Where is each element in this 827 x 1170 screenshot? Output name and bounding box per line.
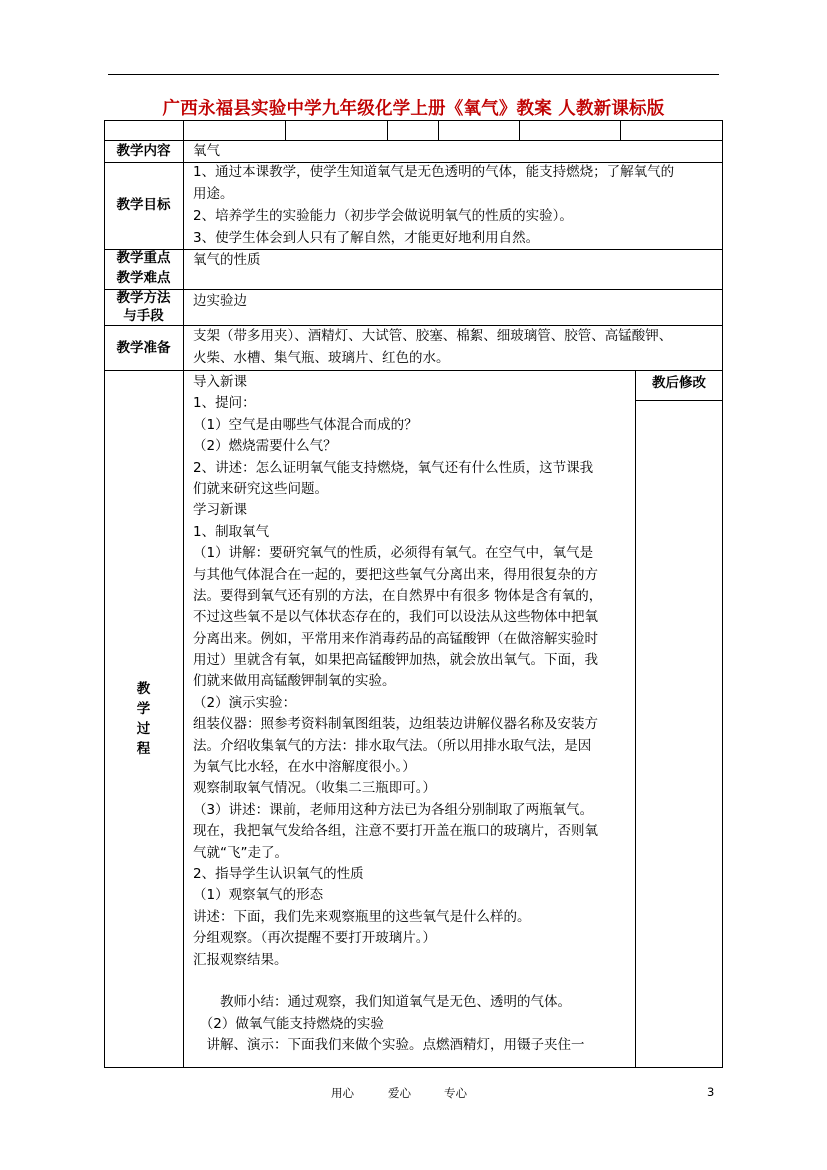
label-method: 教学方法 <box>116 290 171 306</box>
label-revision: 教后修改 <box>652 375 706 391</box>
keypoints-value: 氧气的性质 <box>193 252 261 268</box>
process-line: 分离出来。例如，平常用来作消毒药品的高锰酸钾（在做溶解实验时 <box>193 630 598 647</box>
process-line: （1）空气是由哪些气体混合而成的？ <box>193 416 418 433</box>
process-line: 与其他气体混合在一起的，要把这些氧气分离出来，得用很复杂的方 <box>193 566 598 583</box>
process-body <box>193 372 631 1057</box>
process-line: 气就“飞”走了。 <box>193 844 288 861</box>
process-line: 用过）里就含有氧，如果把高锰酸钾加热，就会放出氧气。下面，我 <box>193 652 598 669</box>
process-line: （2）做氧气能支持燃烧的实验 <box>193 1015 384 1032</box>
label-process-3: 过 <box>136 721 151 737</box>
process-line: 不过这些氧不是以气体状态存在的，我们可以设法从这些物体中把氧 <box>193 609 598 626</box>
process-line: 们就来研究这些问题。 <box>193 480 328 497</box>
process-line: 导入新课 <box>193 374 247 390</box>
process-line <box>193 971 631 992</box>
label-difficulties: 教学难点 <box>116 270 171 286</box>
process-line: 1、提问： <box>193 395 256 412</box>
process-line: 讲解、演示：下面我们来做个实验。点燃酒精灯，用镊子夹住一 <box>193 1037 585 1054</box>
process-line: （2）演示实验： <box>193 694 297 711</box>
goals-line: 3、使学生体会到人只有了解自然，才能更好地利用自然。 <box>193 230 540 246</box>
header-rule <box>108 74 719 75</box>
method-value: 边实验边 <box>193 293 247 309</box>
process-line: 为氧气比水轻，在水中溶解度很小。） <box>193 759 416 776</box>
goals-line: 2、培养学生的实验能力（初步学会做说明氧气的性质的实验）。 <box>193 208 573 224</box>
process-line: 2、指导学生认识氧气的性质 <box>193 865 364 882</box>
footer-item: 用心 <box>331 1086 354 1100</box>
process-line: 汇报观察结果。 <box>193 951 288 968</box>
process-line: 2、讲述：怎么证明氧气能支持燃烧，氧气还有什么性质，这节课我 <box>193 459 594 476</box>
label-keypoints: 教学重点 <box>116 250 171 266</box>
content-value: 氧气 <box>193 143 220 159</box>
process-line: 观察制取氧气情况。（收集二三瓶即可。） <box>193 780 436 797</box>
process-line: 法。要得到氧气还有别的方法，在自然界中有很多 物体是含有氧的， <box>193 587 603 604</box>
process-line: 法。介绍收集氧气的方法：排水取气法。（所以用排水取气法，是因 <box>193 737 592 754</box>
prep-line: 火柴、水槽、集气瓶、玻璃片、红色的水。 <box>193 350 450 366</box>
label-content: 教学内容 <box>116 143 171 159</box>
label-means: 与手段 <box>123 308 164 324</box>
page-number: 3 <box>707 1085 715 1099</box>
goals-line: 用途。 <box>193 186 234 202</box>
prep-line: 支架（带多用夹）、酒精灯、大试管、胶塞、棉絮、细玻璃管、胶管、高锰酸钾、 <box>193 328 673 344</box>
process-line: 教师小结：通过观察，我们知道氧气是无色、透明的气体。 <box>193 994 571 1011</box>
goals-line: 1、通过本课教学，使学生知道氧气是无色透明的气体，能支持燃烧；了解氧气的 <box>193 164 675 180</box>
process-line: 讲述：下面，我们先来观察瓶里的这些氧气是什么样的。 <box>193 908 531 925</box>
label-process-1: 教 <box>136 681 151 697</box>
document-title: 广西永福县实验中学九年级化学上册《氧气》教案 人教新课标版 <box>162 99 665 119</box>
process-line: 组装仪器：照参考资料制氧图组装，边组装边讲解仪器名称及安装方 <box>193 716 598 733</box>
footer-item: 爱心 <box>388 1086 411 1100</box>
process-line: （3）讲述：课前，老师用这种方法已为各组分别制取了两瓶氧气。 <box>193 801 594 818</box>
process-line: 1、制取氧气 <box>193 523 270 540</box>
label-prep: 教学准备 <box>116 340 171 356</box>
process-line: 学习新课 <box>193 502 247 519</box>
process-line: 们就来做用高锰酸钾制氧的实验。 <box>193 673 396 690</box>
label-process-4: 程 <box>136 741 151 757</box>
process-line: 现在，我把氧气发给各组，注意不要打开盖在瓶口的玻璃片，否则氧 <box>193 823 598 840</box>
process-line: （1）讲解：要研究氧气的性质，必须得有氧气。在空气中，氧气是 <box>193 545 594 562</box>
process-line: 分组观察。（再次提醒不要打开玻璃片。） <box>193 930 436 947</box>
footer-item: 专心 <box>444 1086 467 1100</box>
process-line: （1）观察氧气的形态 <box>193 887 324 904</box>
process-line: （2）燃烧需要什么气？ <box>193 438 337 455</box>
label-process-2: 学 <box>136 701 151 717</box>
label-goals: 教学目标 <box>116 197 171 213</box>
